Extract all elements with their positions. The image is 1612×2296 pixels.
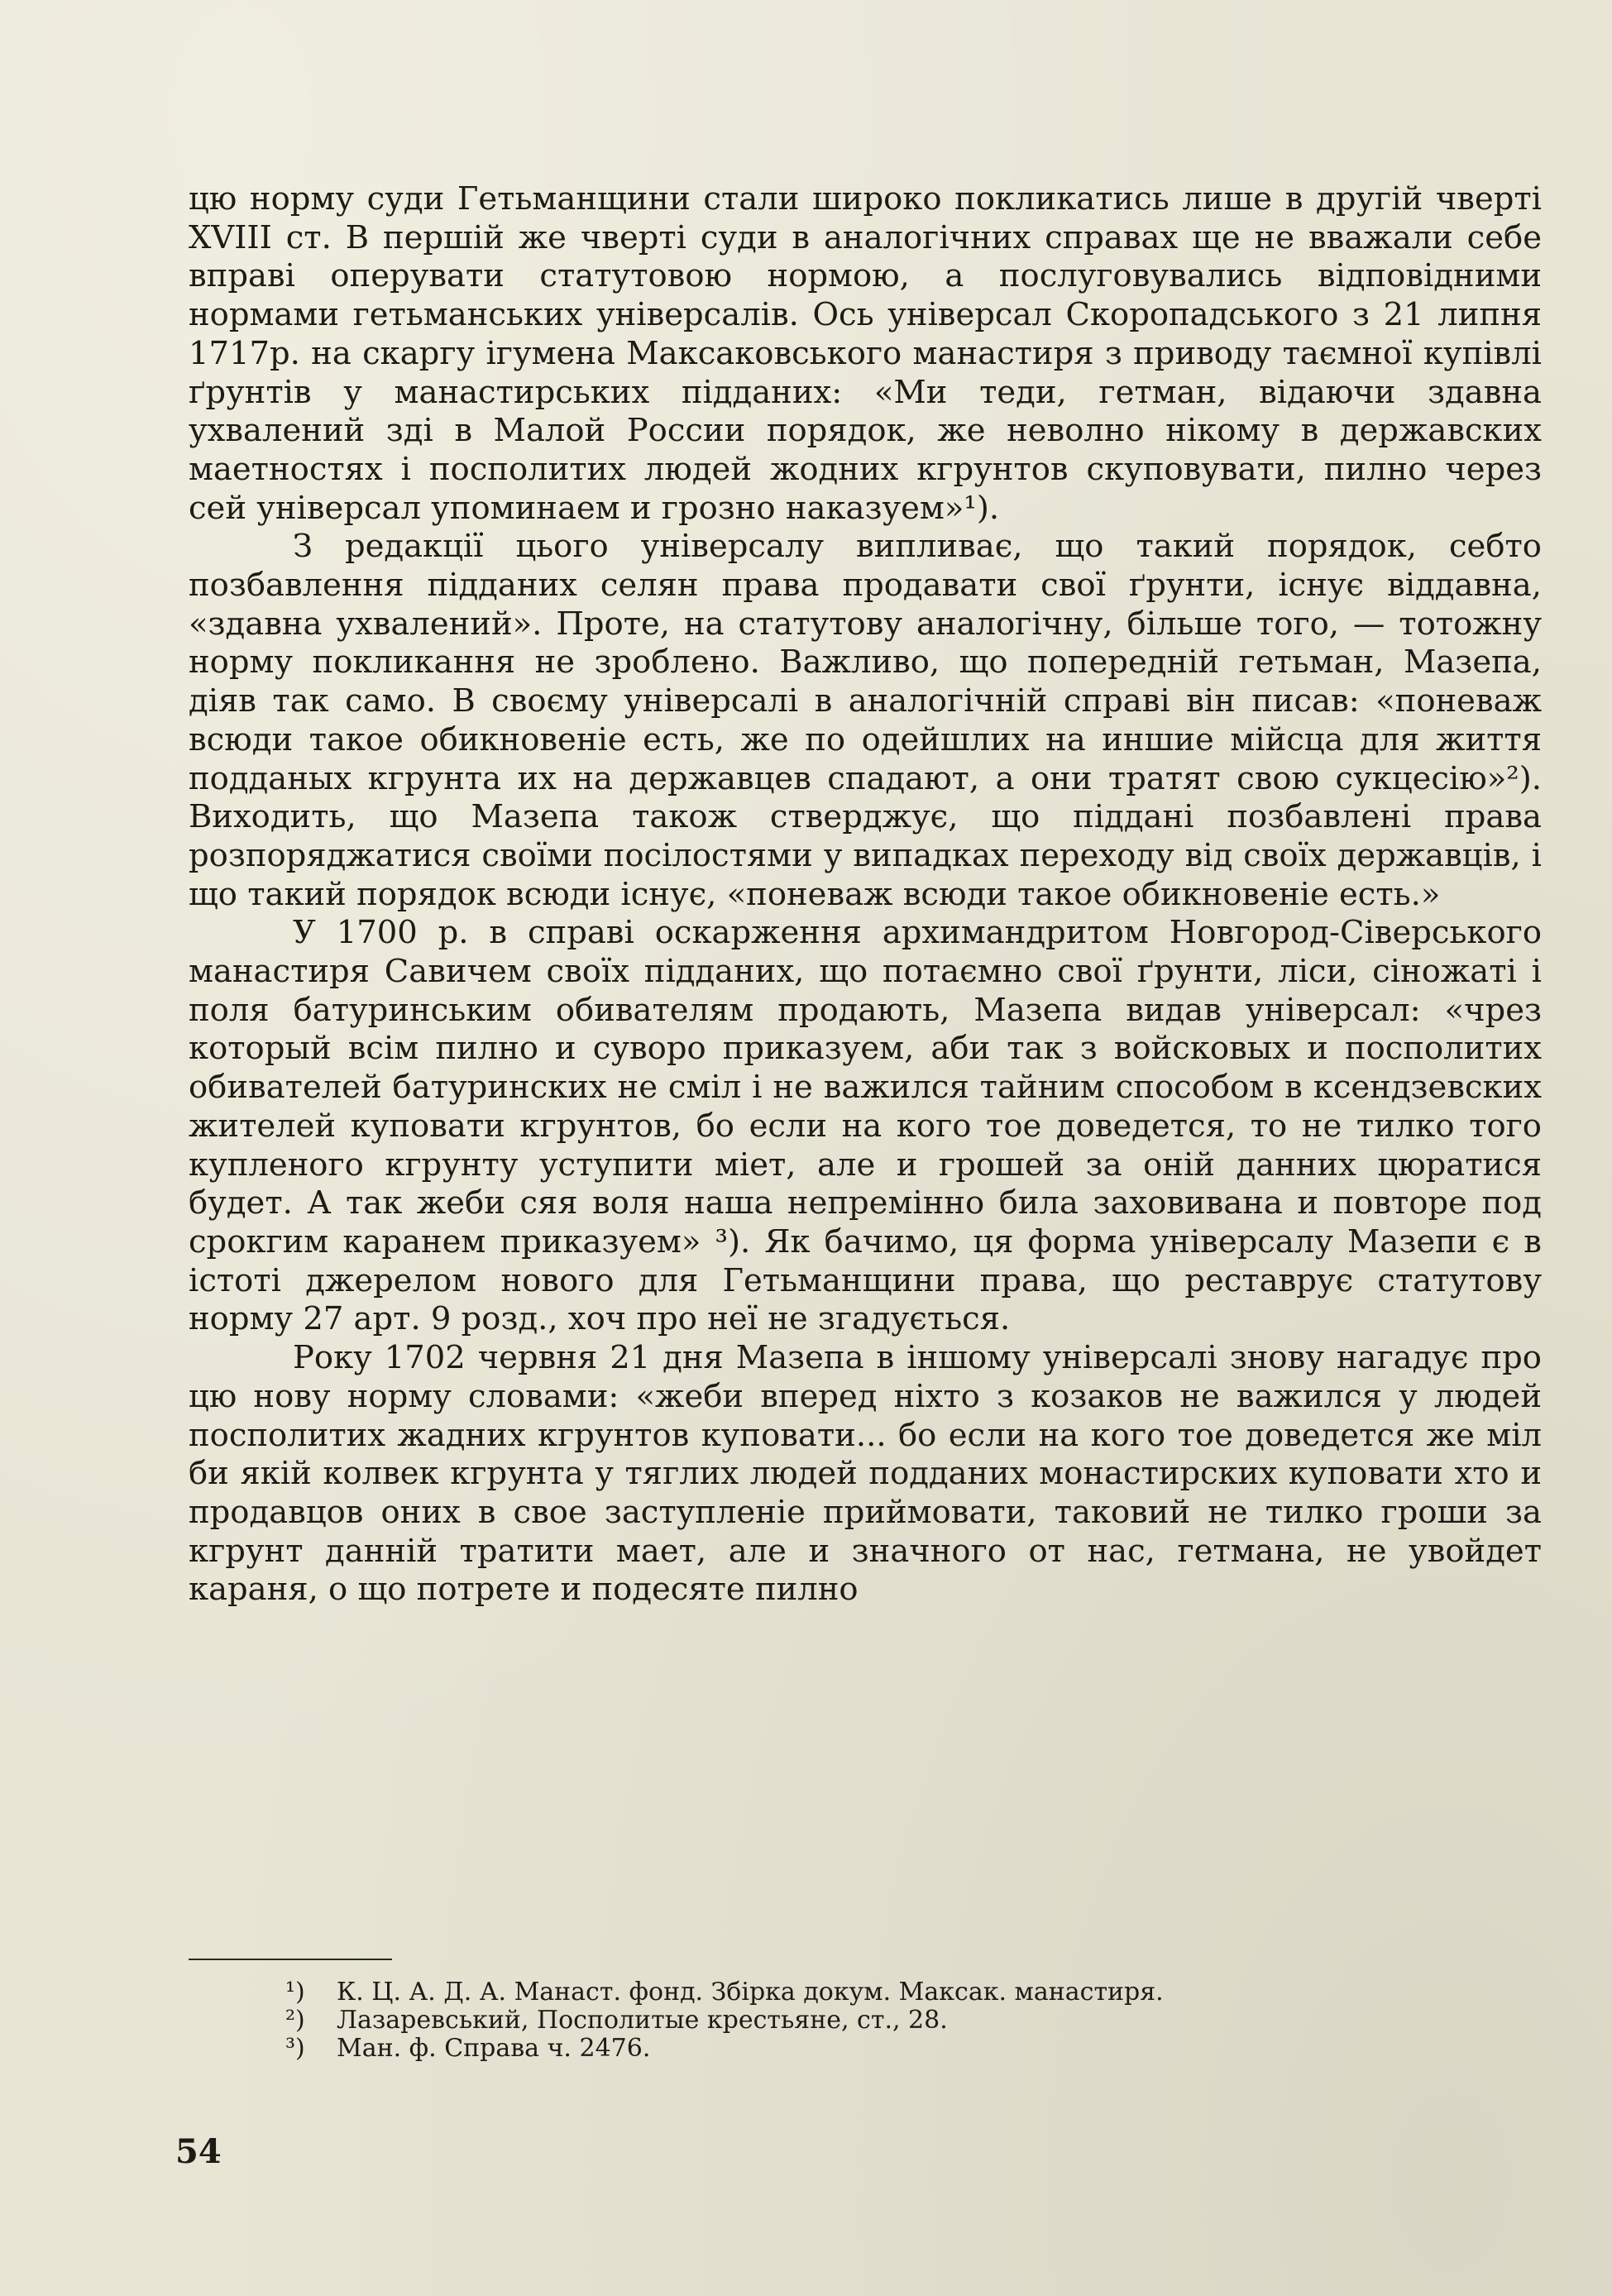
footnote-3 [285,2035,1526,2063]
footnote-1 [285,1978,1526,2007]
main-text [189,180,1542,1610]
footnote-mark: ³) [285,2034,305,2063]
footnote-mark: ¹) [285,1978,305,2007]
footnote-text: Лазаревський, Посполитые крестьяне, ст., 28. [337,2006,948,2035]
footnote-text: Ман. ф. Справа ч. 2476. [337,2034,651,2063]
footnote-text: К. Ц. А. Д. А. Манаст. фонд. Збірка докум. Максак. манастиря. [337,1978,1164,2007]
paragraph-4: Року 1702 червня 21 дня Мазепа в іншому універсалі знову нагадує про цю нову норму словами: «жеби вперед ніхто з козаков не важился у людей посполитих жадних кгрунтов куповати... бо если на кого тое доведется же міл би якій колвек кгрунта у тяглих людей подданих монастирских куповати хто и продавцов оних в свое заступленіе приймовати, таковий не тилко гроши за кгрунт данній тратити мает, але и значного от нас, гетмана, не увойдет караня, о що потрете и подесяте пилно [189,1339,1542,1609]
paragraph-1: цю норму суди Гетьманщини стали широко покликатись лише в другій чверті XVIII ст. В першій же чверті суди в аналогічних справах ще не вважали себе вправі оперувати статутовою нормою, а послуговувались відповідними нормами гетьманських універсалів. Ось універсал Скоропадського з 21 липня 1717р. на скаргу ігумена Максаковського манастиря з приводу таємної купівлі ґрунтів у манастирських підданих: «Ми теди, гетман, відаючи здавна ухвалений зді в Малой России порядок, же неволно нікому в державских маетностях і посполитих людей жодних кгрунтов скуповувати, пилно через сей універсал упоминаем и грозно наказуем»¹). [189,180,1542,527]
paragraph-2: З редакції цього універсалу випливає, що такий порядок, себто позбавлення підданих селян права продавати свої ґрунти, існує віддавна, «здавна ухвалений». Проте, на статутову аналогічну, більше того, — тотожну норму покликання не зроблено. Важливо, що попередній гетьман, Мазепа, діяв так само. В своєму універсалі в аналогічній справі він писав: «поневаж всюди такое обикновеніе есть, же по одейшлих на иншие мійсца для життя подданых кгрунта их на державцев спадают, а они тратят свою сукцесію»²). Виходить, що Мазепа також стверджує, що піддані позбавлені права розпоряджатися своїми посілостями у випадках переходу від своїх державців, і що такий порядок всюди існує, «поневаж всюди такое обикновеніе есть.» [189,528,1542,913]
footnotes [285,1978,1526,2063]
footnote-2 [285,2007,1526,2035]
paragraph-3: У 1700 р. в справі оскарження архимандритом Новгород-Сіверського манастиря Савичем своїх підданих, що потаємно свої ґрунти, ліси, сіножаті і поля батуринським обивателям продають, Мазепа видав універсал: «чрез который всім пилно и суворо приказуем, аби так з войсковых и посполитих обивателей батуринских не сміл і не важился тайним способом в ксендзевских жителей куповати кгрунтов, бо если на кого тое доведется, то не тилко того купленого кгрунту уступити міет, але и грошей за оній данних цюратися будет. А так жеби сяя воля наша непремінно била заховивана и повторе под срокгим каранем приказуем» ³). Як бачимо, ця форма універсалу Мазепи є в істоті джерелом нового для Гетьманщини права, що реставрує статутову норму 27 арт. 9 розд., хоч про неї не згадується. [189,914,1542,1338]
page-number: 54 [175,2132,222,2171]
footnote-mark: ²) [285,2006,305,2035]
footnote-divider [189,1959,392,1960]
